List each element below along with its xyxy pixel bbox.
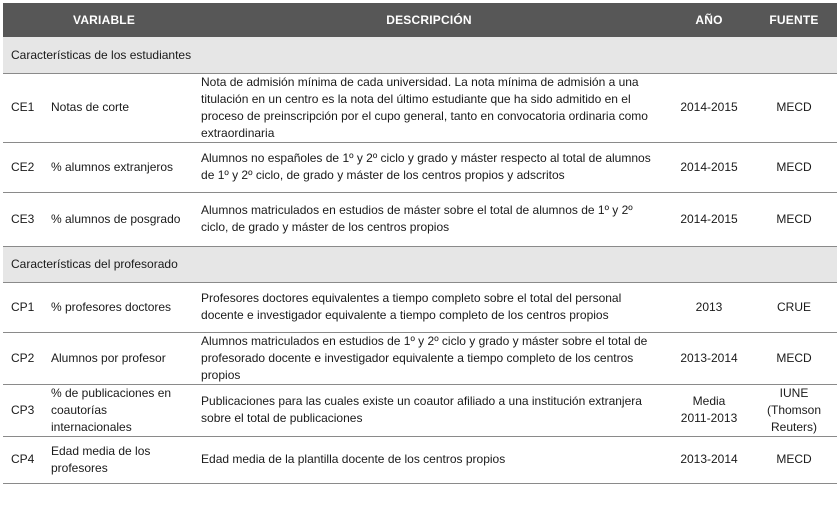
row-source-line: CRUE xyxy=(777,299,812,314)
header-fuente: FUENTE xyxy=(769,13,819,27)
row-year-line: 2014-2015 xyxy=(680,211,738,226)
table-row xyxy=(3,73,837,142)
row-year xyxy=(667,282,751,332)
row-source xyxy=(751,384,837,436)
row-source-line: MECD xyxy=(776,350,812,365)
row-year xyxy=(667,436,751,483)
row-year xyxy=(667,142,751,192)
row-code: CE2 xyxy=(3,142,43,192)
row-description: Publicaciones para las cuales existe un coautor afiliado a una institución extranjera sobre el total de publicaciones xyxy=(191,384,667,436)
row-source xyxy=(751,142,837,192)
row-source-line: MECD xyxy=(776,100,812,114)
section-title: Características de los estudiantes xyxy=(3,37,837,73)
row-variable: Edad media de los profesores xyxy=(43,436,191,483)
row-code: CE1 xyxy=(3,73,43,142)
row-source-line: MECD xyxy=(776,211,812,226)
row-source xyxy=(751,192,837,246)
row-description: Alumnos matriculados en estudios de 1º y 2º ciclo y grado y máster sobre el total de profesorado docente e investigador equivalente a tiempo completo de los centros propios xyxy=(191,332,667,384)
row-variable: % alumnos de posgrado xyxy=(43,192,191,246)
table-row xyxy=(3,332,837,384)
section-header-profesorado xyxy=(3,246,837,282)
table-body xyxy=(3,37,837,483)
row-description: Alumnos matriculados en estudios de máster sobre el total de alumnos de 1º y 2º ciclo, de grado y máster de los centros propios xyxy=(191,192,667,246)
row-variable: % alumnos extranjeros xyxy=(43,142,191,192)
row-year xyxy=(667,73,751,142)
row-source xyxy=(751,332,837,384)
row-year-line: 2013 xyxy=(695,299,723,314)
table-row xyxy=(3,142,837,192)
row-source-line: IUNE xyxy=(779,385,809,400)
table-row xyxy=(3,384,837,436)
row-source xyxy=(751,436,837,483)
table-row xyxy=(3,282,837,332)
row-year-line: 2014-2015 xyxy=(680,159,738,174)
row-description: Profesores doctores equivalentes a tiempo completo sobre el total del personal docente e investigador equivalente a tiempo completo de los centros propios xyxy=(191,282,667,332)
row-year-line: Media xyxy=(692,394,726,408)
row-description: Nota de admisión mínima de cada universidad. La nota mínima de admisión a una titulación en un centro es la nota del último estudiante que ha sido admitido en el proceso de preinscripción por el cupo general, tanto en convocatoria ordinaria como extraordinaria xyxy=(191,73,667,142)
table-row xyxy=(3,436,837,483)
row-year xyxy=(667,192,751,246)
table-header xyxy=(3,3,837,37)
row-variable: Notas de corte xyxy=(43,73,191,142)
row-year xyxy=(667,332,751,384)
row-code: CP2 xyxy=(3,332,43,384)
header-anio: AÑO xyxy=(695,13,723,27)
row-variable: % de publicaciones en coautorías internacionales xyxy=(43,384,191,436)
row-source xyxy=(751,282,837,332)
row-description: Alumnos no españoles de 1º y 2º ciclo y grado y máster respecto al total de alumnos de 1º y 2º ciclo, de grado y máster de los centros propios y adscritos xyxy=(191,142,667,192)
section-header-estudiantes xyxy=(3,37,837,73)
row-code: CE3 xyxy=(3,192,43,246)
table-row xyxy=(3,192,837,246)
header-variable: VARIABLE xyxy=(73,13,136,27)
row-year-line: 2014-2015 xyxy=(680,100,738,114)
row-code: CP1 xyxy=(3,282,43,332)
section-title: Características del profesorado xyxy=(3,246,837,282)
row-code: CP3 xyxy=(3,384,43,436)
row-year-line: 2013-2014 xyxy=(680,350,738,365)
row-year-line: 2013-2014 xyxy=(680,452,738,466)
row-year xyxy=(667,384,751,436)
row-source-line: MECD xyxy=(776,159,812,174)
header-descripcion: DESCRIPCIÓN xyxy=(386,13,472,27)
row-description: Edad media de la plantilla docente de los centros propios xyxy=(191,436,667,483)
row-source-line: (Thomson Reuters) xyxy=(767,402,822,434)
row-variable: % profesores doctores xyxy=(43,282,191,332)
variables-table xyxy=(3,3,837,484)
row-variable: Alumnos por profesor xyxy=(43,332,191,384)
row-year-line: 2011-2013 xyxy=(680,411,738,425)
row-code: CP4 xyxy=(3,436,43,483)
row-source xyxy=(751,73,837,142)
row-source-line: MECD xyxy=(776,452,812,466)
